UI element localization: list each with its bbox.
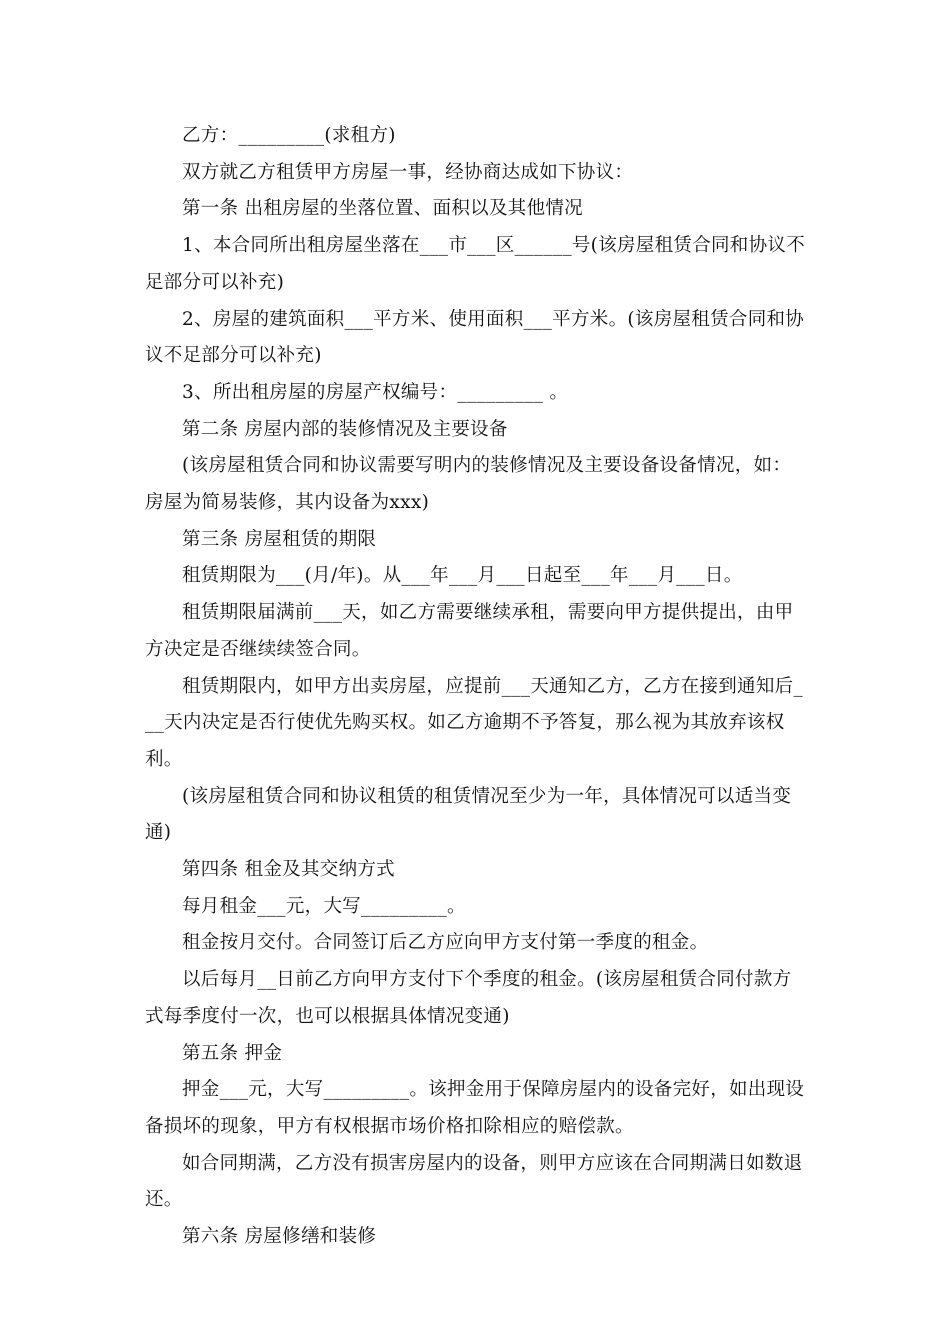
article-5-heading: 第五条 押金 — [182, 1042, 283, 1064]
rent-payment: 租金按月交付。合同签订后乙方应向甲方支付第一季度的租金。 — [182, 932, 709, 954]
article-1-item-1: 1、本合同所出租房屋坐落在___市___区______号(该房屋租赁合同和协议不足部分可以补充) — [145, 235, 805, 293]
document-body — [145, 118, 805, 1256]
article-3-note: (该房屋租赁合同和协议租赁的租赁情况至少为一年，具体情况可以适当变通) — [145, 785, 792, 844]
article-3-heading: 第三条 房屋租赁的期限 — [182, 528, 377, 550]
lease-renewal: 租赁期限届满前___天，如乙方需要继续承租，需要向甲方提供提出，由甲方决定是否继续续签合同。 — [145, 602, 794, 660]
deposit-refund: 如合同期满，乙方没有损害房屋内的设备，则甲方应该在合同期满日如数退还。 — [145, 1152, 803, 1211]
article-1-item-3: 3、所出租房屋的房屋产权编号：_________ 。 — [182, 381, 569, 403]
article-1-item-2: 2、房屋的建筑面积___平方米、使用面积___平方米。(该房屋租赁合同和协议不足部分可以补充) — [145, 308, 805, 367]
article-2-note: (该房屋租赁合同和协议需要写明内的装修情况及主要设备设备情况，如：房屋为简易装修，其内设备为xxx) — [145, 455, 792, 514]
article-4-heading: 第四条 租金及其交纳方式 — [182, 859, 395, 881]
party-b-line: 乙方：_________(求租方) — [182, 125, 396, 146]
monthly-rent: 每月租金___元，大写_________。 — [182, 895, 466, 917]
article-2-heading: 第二条 房屋内部的装修情况及主要设备 — [182, 418, 508, 440]
deposit-terms: 押金___元，大写_________。该押金用于保障房屋内的设备完好，如出现设备损坏的现象，甲方有权根据市场价格扣除相应的赔偿款。 — [145, 1079, 805, 1137]
article-6-heading: 第六条 房屋修缮和装修 — [182, 1226, 377, 1248]
rent-schedule: 以后每月__日前乙方向甲方支付下个季度的租金。(该房屋租赁合同付款方式每季度付一次，也可以根据具体情况变通) — [145, 969, 792, 1027]
article-1-heading: 第一条 出租房屋的坐落位置、面积以及其他情况 — [182, 198, 583, 220]
priority-purchase: 租赁期限内，如甲方出卖房屋，应提前___天通知乙方，乙方在接到通知后___天内决定是否行使优先购买权。如乙方逾期不予答复，那么视为其放弃该权利。 — [145, 675, 804, 770]
agreement-intro: 双方就乙方租赁甲方房屋一事，经协商达成如下协议： — [182, 161, 634, 183]
lease-term: 租赁期限为___(月/年)。从___年___月___日起至___年___月___日。 — [182, 565, 743, 587]
